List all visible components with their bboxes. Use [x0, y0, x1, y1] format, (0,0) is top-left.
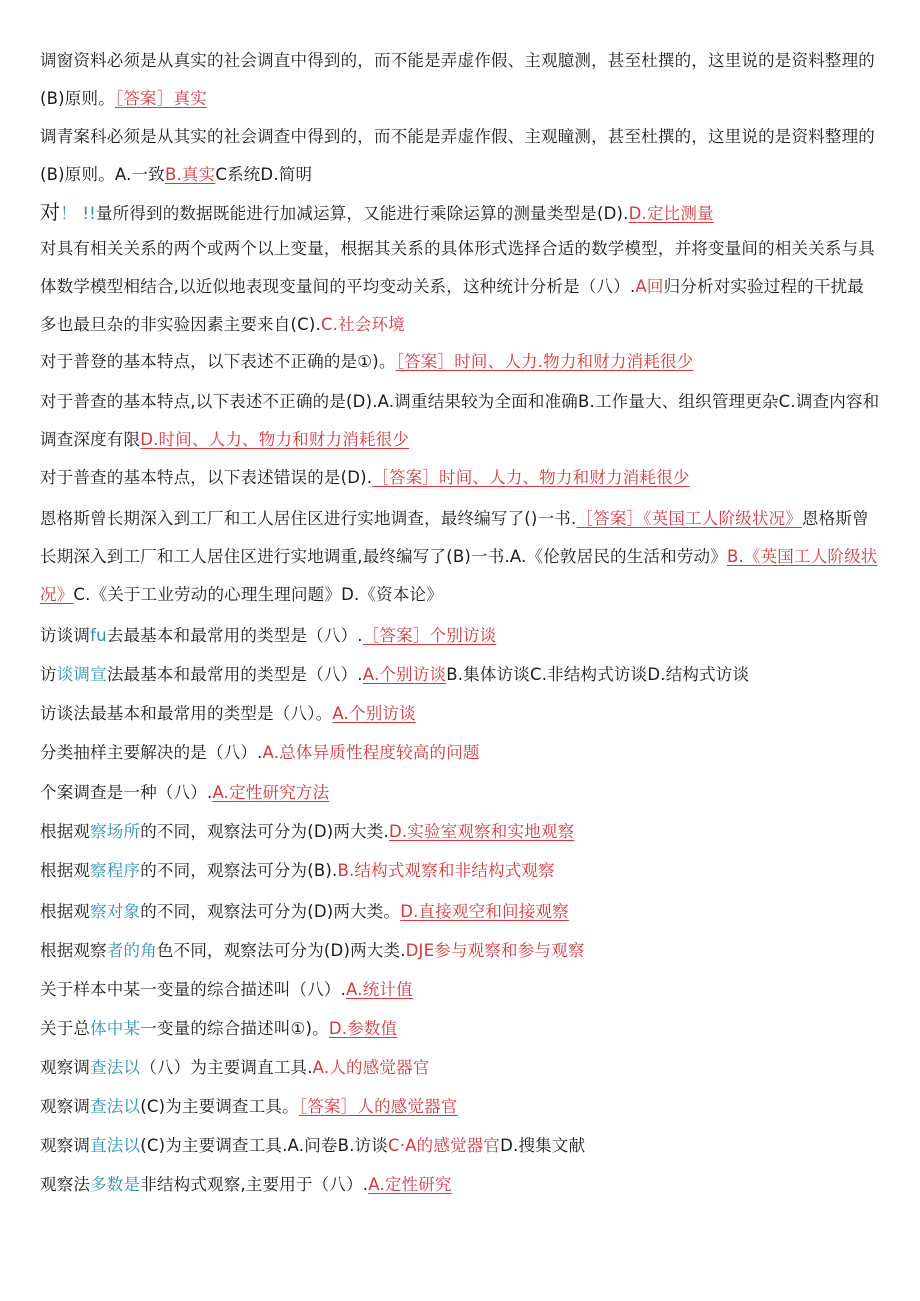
question-paragraph — [40, 656, 880, 694]
question-text: 根据观察 — [40, 941, 107, 960]
question-text: 调青案科必须是从其实的社会调查中得到的，而不能是弄虚作假、主观瞳测，甚至杜撰的，这里说的是资料整理的(B)原则。A.一致 — [40, 127, 875, 184]
answer-text: B.结构式观察和非结构式观察 — [337, 861, 555, 880]
answer-text: B.《英国工人阶级状况》 — [40, 547, 878, 604]
question-text: 法最基本和最常用的类型是（八）. — [106, 665, 363, 684]
question-paragraph — [40, 1010, 880, 1048]
question-text: B.集体访谈C.非结构式访谈D.结构式访谈 — [446, 665, 750, 684]
question-text: 根据观 — [40, 902, 91, 921]
question-text: 对于普登的基本特点，以下表述不正确的是①)。 — [40, 352, 396, 371]
question-text: 对于普查的基本特点，以下表述错误的是(D). — [40, 468, 373, 487]
question-text: 关于总 — [40, 1019, 91, 1038]
artifact-text: 谈调宣 — [56, 665, 107, 684]
question-text: 的不同，观察法可分为(D)两大类. — [140, 822, 389, 841]
answer-text: DJE参与观察和参与观察 — [405, 941, 585, 960]
question-text: 色不同，观察法可分为(D)两大类. — [156, 941, 406, 960]
question-paragraph — [40, 230, 880, 344]
answer-text: ［答案］时间、人力.物力和财力消耗很少 — [395, 352, 694, 371]
answer-text: A.定性研究 — [368, 1175, 452, 1194]
question-paragraph — [40, 695, 880, 733]
question-text: 根据观 — [40, 822, 91, 841]
question-text: 非结构式观察,主要用于（八）. — [140, 1175, 369, 1194]
question-text: 关于样本中某一变量的综合描述叫（八）. — [40, 980, 347, 999]
question-text: (C)为主要调查工具。 — [140, 1097, 299, 1116]
question-text: (C)为主要调查工具.A.问卷B.访谈 — [140, 1136, 388, 1155]
answer-text: ［答案］真实 — [114, 89, 207, 108]
answer-text: A.个别访谈 — [362, 665, 447, 684]
artifact-text: 者的角 — [106, 941, 157, 960]
answer-text: ［答案］《英国工人阶级状况》 — [576, 509, 802, 528]
question-text: 的不同，观察法可分为(B). — [140, 861, 338, 880]
artifact-text: 察程序 — [90, 861, 141, 880]
question-text: 观察调 — [40, 1136, 91, 1155]
question-paragraph — [40, 459, 880, 497]
question-paragraph — [40, 1088, 880, 1126]
question-text: C系统D.简明 — [215, 165, 313, 184]
artifact-text: 多数是 — [90, 1175, 141, 1194]
question-paragraph — [40, 932, 880, 970]
question-text: 的不同，观察法可分为(D)两大类。 — [140, 902, 401, 921]
question-text: 量所得到的数据既能进行加减运算，又能进行乘除运算的测量类型是(D). — [95, 204, 629, 223]
question-paragraph — [40, 774, 880, 812]
question-paragraph — [40, 852, 880, 890]
question-paragraph — [40, 1049, 880, 1087]
question-paragraph — [40, 813, 880, 851]
answer-text: ［答案］个别访谈 — [362, 626, 497, 645]
answer-text: D.参数值 — [328, 1019, 398, 1038]
question-text: 去最基本和最常用的类型是（八）. — [106, 626, 363, 645]
answer-text: D.时间、人力、物力和财力消耗很少 — [140, 430, 410, 449]
answer-text: A.总体异质性程度较高的问题 — [262, 743, 480, 762]
artifact-text: 体中某 — [90, 1019, 141, 1038]
answer-text: ［答案］时间、人力、物力和财力消耗很少 — [372, 468, 690, 487]
question-paragraph — [40, 734, 880, 772]
question-paragraph — [40, 617, 880, 655]
question-paragraph — [40, 118, 880, 194]
question-paragraph — [40, 500, 880, 614]
question-text: 根据观 — [40, 861, 91, 880]
answer-text: D.直接观空和间接观察 — [400, 902, 569, 921]
question-text: 调窗资料必须是从真实的社会调直中得到的，而不能是弄虚作假、主观臆测，甚至杜撰的，这里说的是资料整理的(B)原则。 — [40, 51, 875, 108]
question-text: 恩格斯曾长期深入到工厂和工人居住区进行实地调查，最终编写了()一书. — [40, 509, 577, 528]
artifact-text: fu — [90, 626, 107, 645]
answer-text: A.人的感觉器官 — [312, 1058, 430, 1077]
question-text: 分类抽样主要解决的是（八）. — [40, 743, 263, 762]
artifact-text: 直法以 — [90, 1136, 141, 1155]
question-text: 对具有相关关系的两个或两个以上变量，根据其关系的具体形式选择合适的数学模型，并将变量间的相关关系与具体数学模型相结合,以近似地表现变量间的平均变动关系，这种统计分析是（八）. — [40, 239, 875, 296]
answer-text: D.实验室观察和实地观察 — [388, 822, 575, 841]
answer-text: ［答案］人的感觉器官 — [298, 1097, 458, 1116]
question-text: D.搜集文献 — [500, 1136, 586, 1155]
question-text: 访谈调 — [40, 626, 91, 645]
artifact-text: 察场所 — [90, 822, 141, 841]
question-text: 访 — [40, 665, 57, 684]
answer-text: A.个别访谈 — [332, 704, 416, 723]
question-text: 个案调查是一种（八）. — [40, 783, 213, 802]
question-text: 观察法 — [40, 1175, 91, 1194]
question-text: 归分析对实验过程的干扰最多也最旦杂的非实验因素主要来自(C). — [40, 277, 864, 334]
artifact-text: 查法以 — [90, 1097, 141, 1116]
question-paragraph — [40, 893, 880, 931]
question-text: 观察调 — [40, 1097, 91, 1116]
question-text: 对 — [40, 200, 61, 224]
question-text: 访谈法最基本和最常用的类型是（八）。 — [40, 704, 333, 723]
answer-text: C·A的感觉器官 — [387, 1136, 501, 1155]
question-text: 观察调 — [40, 1058, 91, 1077]
answer-text: A.统计值 — [346, 980, 413, 999]
question-text: （八）为主要调直工具. — [140, 1058, 313, 1077]
question-paragraph — [40, 971, 880, 1009]
answer-text: A.定性研究方法 — [212, 783, 330, 802]
question-paragraph — [40, 193, 880, 233]
artifact-text: 察对象 — [90, 902, 141, 921]
answer-text: A回 — [635, 277, 664, 296]
answer-text: B.真实 — [164, 165, 216, 184]
question-paragraph — [40, 1127, 880, 1165]
artifact-text: 查法以 — [90, 1058, 141, 1077]
question-text: C.《关于工业劳动的心理生理问题》D.《资本论》 — [73, 585, 443, 604]
artifact-text: ！ !! — [60, 204, 96, 223]
question-text: 对于普查的基本特点,以下表述不正确的是(D).A.调重结果较为全面和准确B.工作量大、组织管理更杂C.调查内容和调查深度有限 — [40, 392, 880, 449]
question-paragraph — [40, 383, 880, 459]
question-paragraph — [40, 343, 880, 381]
question-text: 一变量的综合描述叫①)。 — [140, 1019, 329, 1038]
answer-text: D.定比测量 — [628, 204, 714, 223]
answer-text: C.社会环境 — [320, 315, 405, 334]
question-paragraph — [40, 1166, 880, 1204]
question-paragraph — [40, 42, 880, 118]
question-text: 恩格斯曾长期深入到工厂和工人居住区进行实地调重,最终编写了(B)一书.A.《伦敦居民的生活和劳动》 — [40, 509, 869, 566]
